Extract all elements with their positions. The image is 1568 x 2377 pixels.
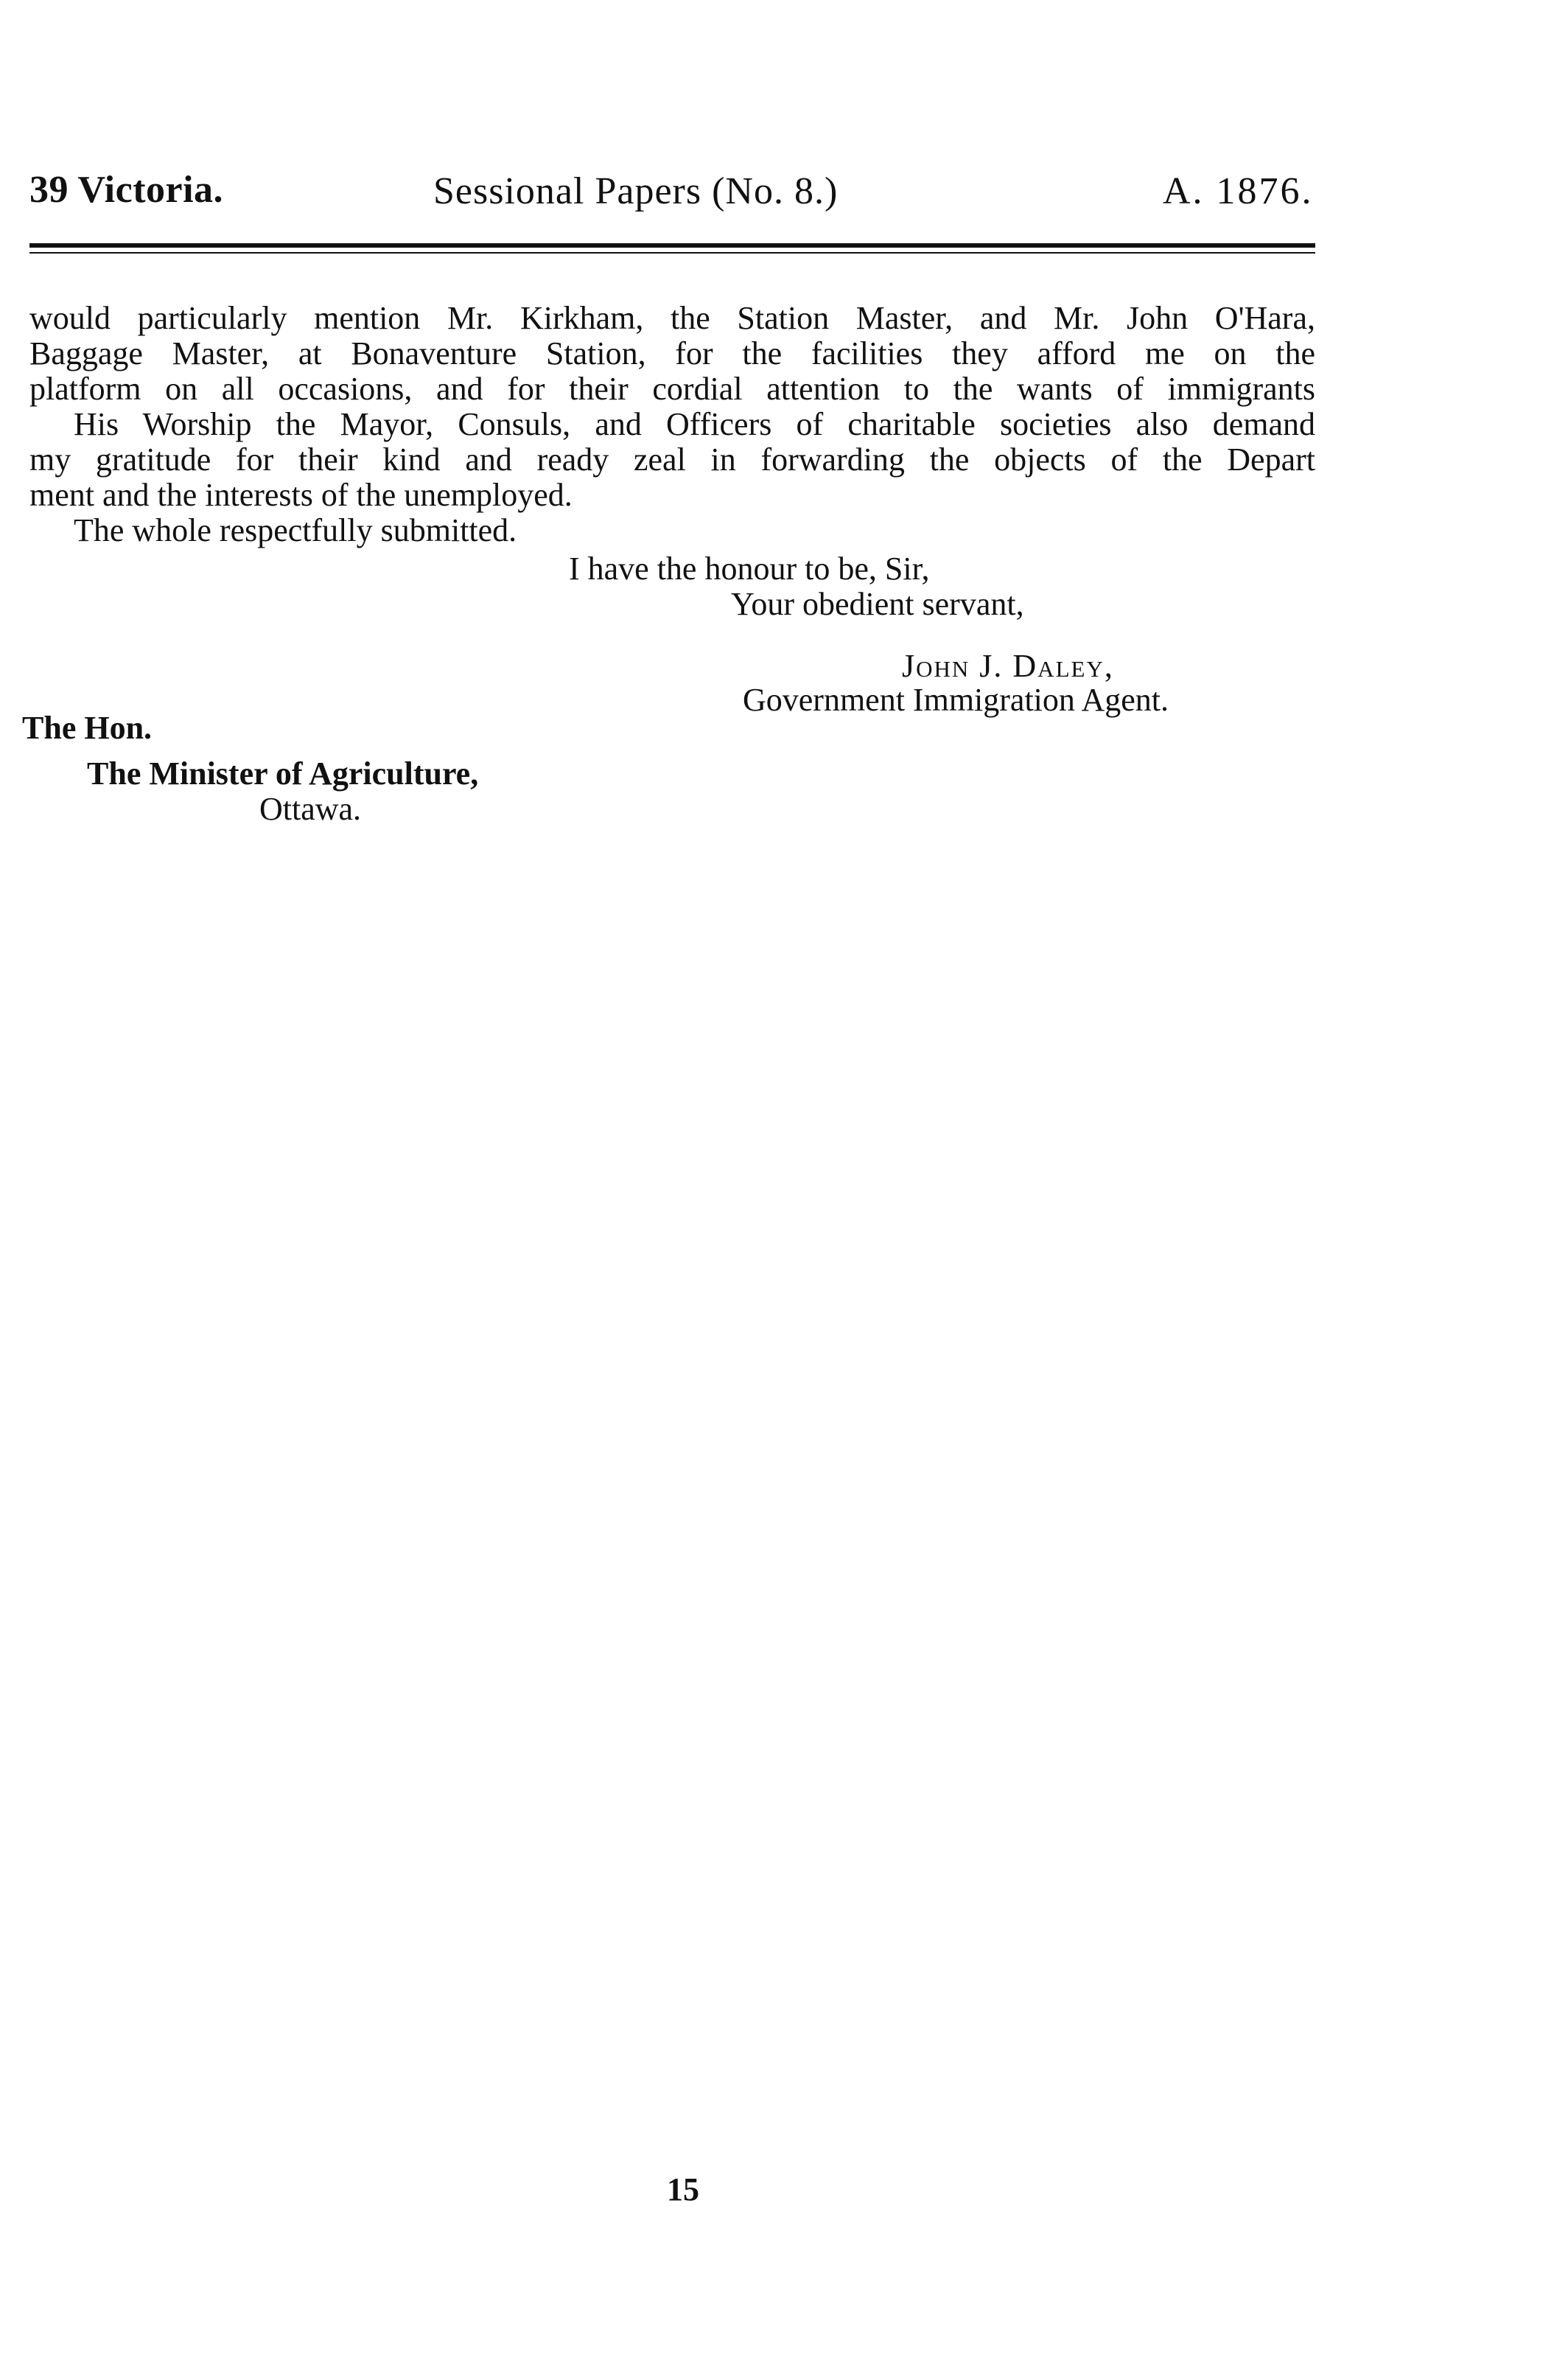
body-line-5: my gratitude for their kind and ready zeal in forwarding the objects of the Depart [29, 441, 1315, 478]
body-line-7: The whole respectfully submitted. [74, 512, 517, 548]
body-line-2: Baggage Master, at Bonaventure Station, for the facilities they afford me on the [29, 335, 1315, 371]
header-year: A. 1876. [1163, 170, 1314, 212]
signature-name: John J. Daley, [902, 648, 1114, 684]
signature-title: Government Immigration Agent. [743, 682, 1169, 718]
addressee-line-3: Ottawa. [259, 791, 362, 827]
closing-line-2: Your obedient servant, [731, 586, 1024, 622]
header-title: Sessional Papers (No. 8.) [433, 170, 839, 212]
body-line-4: His Worship the Mayor, Consuls, and Officers of charitable societies also demand [74, 406, 1315, 442]
header-rule-thin [29, 252, 1315, 254]
closing-line-1: I have the honour to be, Sir, [569, 551, 930, 587]
header-session: 39 Victoria. [29, 169, 224, 211]
header-rule-thick [29, 243, 1315, 248]
body-line-3: platform on all occasions, and for their cordial attention to the wants of immigrants [29, 371, 1315, 407]
addressee-line-2: The Minister of Agriculture, [87, 755, 479, 792]
addressee-line-1: The Hon. [22, 710, 153, 746]
body-line-6: ment and the interests of the unemployed. [29, 477, 573, 513]
page-number: 15 [667, 2171, 699, 2207]
body-line-1: would particularly mention Mr. Kirkham, the Station Master, and Mr. John O'Hara, [29, 300, 1315, 336]
